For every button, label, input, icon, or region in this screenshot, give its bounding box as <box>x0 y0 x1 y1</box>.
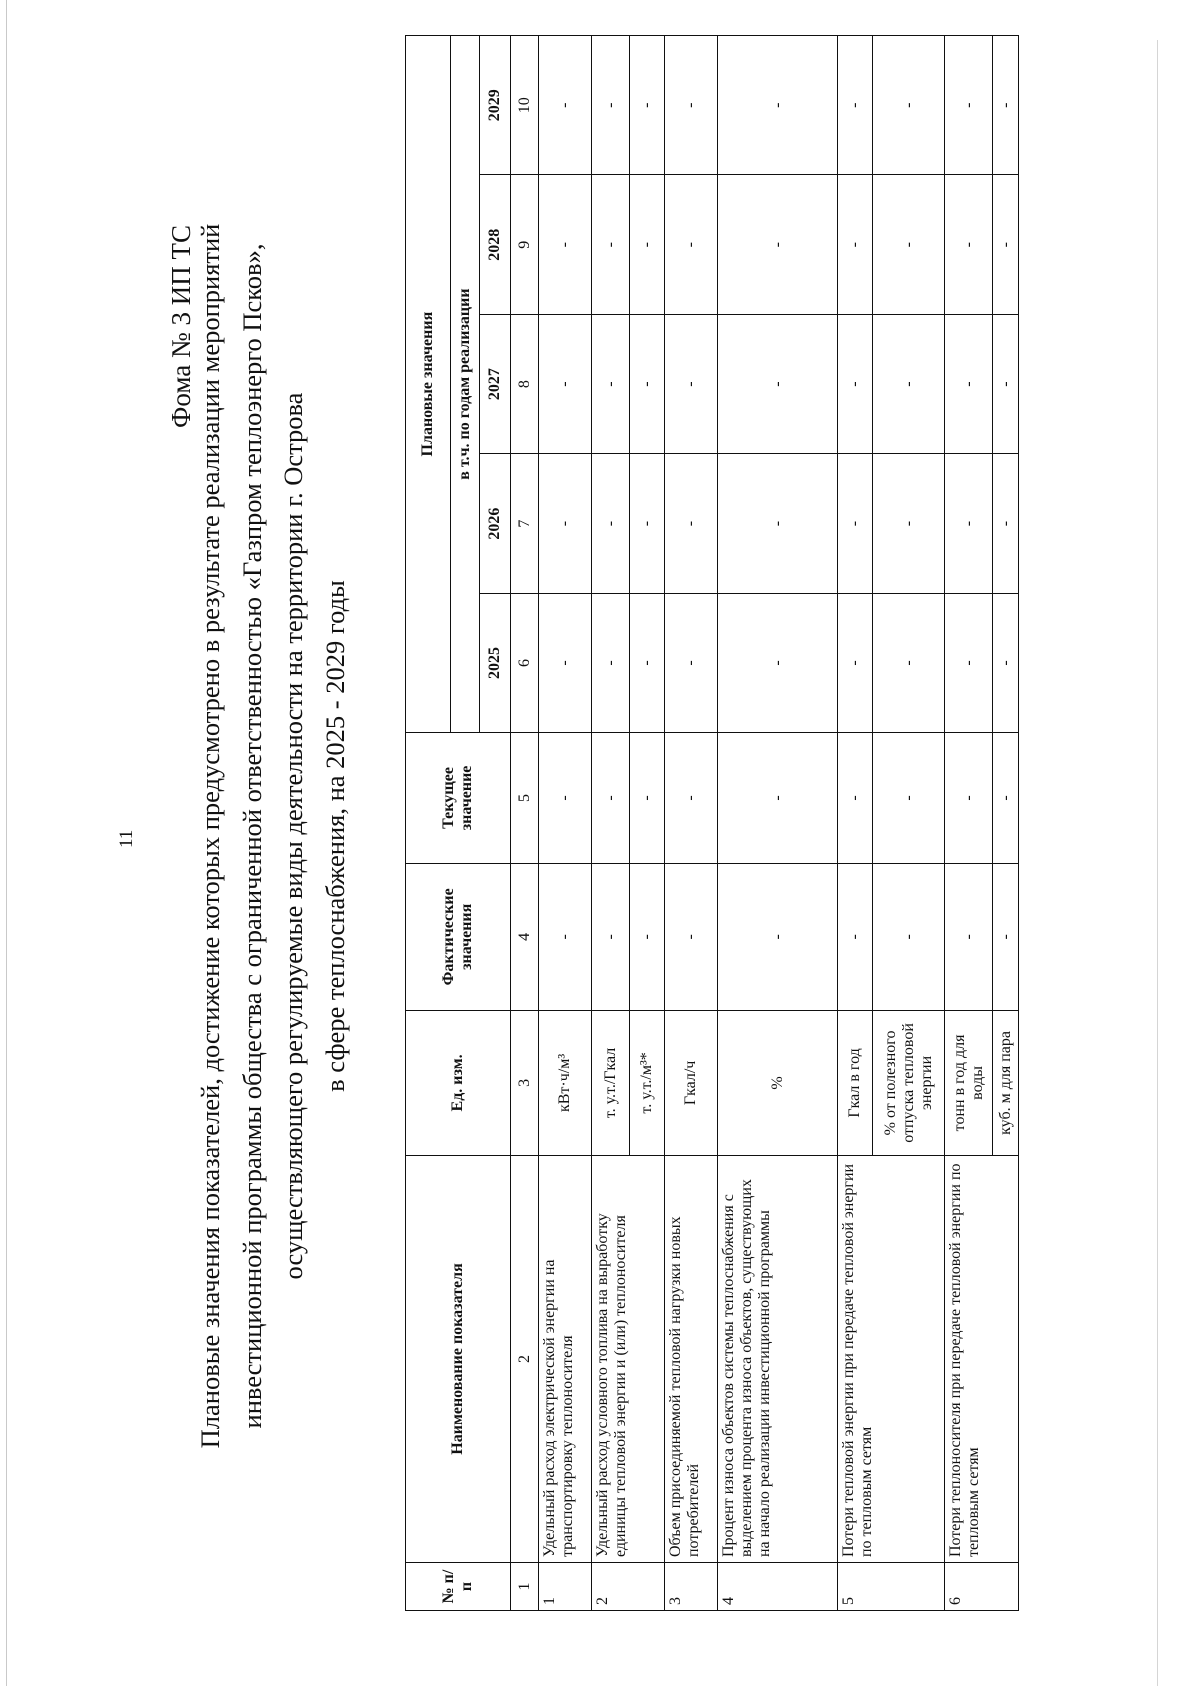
title-line: осуществляющего регулируемые виды деятельности на территории г. Острова <box>278 392 308 1280</box>
title-line: инвестиционной программы общества с ограниченной ответственностью «Газпром теплоэнерго Псков», <box>236 243 267 1429</box>
row-unit: % <box>718 1010 838 1155</box>
title-line: в сфере теплоснабжения, на 2025 - 2029 годы <box>319 580 350 1092</box>
title-line: Плановые значения показателей, достижение которых предусмотрено в результате реализации мероприятий <box>195 223 225 1449</box>
value-cell: - <box>838 863 873 1010</box>
value-cell: - <box>718 175 838 314</box>
row-num: 4 <box>718 1563 838 1611</box>
form-label: Фома № 3 ИП ТС <box>166 225 196 428</box>
value-cell: - <box>665 454 718 593</box>
header-year: 2025 <box>480 593 511 732</box>
header-year: 2027 <box>480 314 511 453</box>
row-unit: т. у.т./м³* <box>630 1010 665 1155</box>
column-number: 10 <box>511 36 539 176</box>
value-cell: - <box>873 593 945 732</box>
column-number: 8 <box>511 314 539 453</box>
page-number: 11 <box>116 829 137 848</box>
row-name: Процент износа объектов системы теплоснабжения с выделением процента износа объектов, существующих на начало реализации инвестиционной программы <box>718 1155 838 1562</box>
column-number: 4 <box>511 863 539 1010</box>
value-cell: - <box>630 36 665 176</box>
value-cell: - <box>665 175 718 314</box>
value-cell: - <box>539 454 592 593</box>
header-num: № п/п <box>406 1563 511 1611</box>
value-cell: - <box>665 36 718 176</box>
header-row <box>406 36 451 1611</box>
value-cell: - <box>838 314 873 453</box>
header-name: Наименование показателя <box>406 1155 511 1562</box>
table-row <box>718 36 838 1611</box>
header-current: Текущее значение <box>406 733 511 864</box>
row-unit: куб. м для пара <box>993 1010 1019 1155</box>
header-unit: Ед. изм. <box>406 1010 511 1155</box>
table-row <box>665 36 718 1611</box>
value-cell: - <box>630 175 665 314</box>
value-cell: - <box>838 175 873 314</box>
row-num: 3 <box>665 1563 718 1611</box>
column-number-row <box>511 36 539 1611</box>
column-number: 6 <box>511 593 539 732</box>
row-name: Удельный расход электрической энергии на транспортировку теплоносителя <box>539 1155 592 1562</box>
value-cell: - <box>718 593 838 732</box>
value-cell: - <box>718 454 838 593</box>
row-name: Объем присоединяемой тепловой нагрузки новых потребителей <box>665 1155 718 1562</box>
value-cell: - <box>838 454 873 593</box>
table-row <box>539 36 592 1611</box>
value-cell: - <box>945 733 993 864</box>
value-cell: - <box>630 454 665 593</box>
row-num: 2 <box>592 1563 665 1611</box>
value-cell: - <box>945 314 993 453</box>
value-cell: - <box>718 314 838 453</box>
table-row <box>838 36 873 1611</box>
value-cell: - <box>838 593 873 732</box>
value-cell: - <box>718 733 838 864</box>
row-name: Потери теплоносителя при передаче тепловой энергии по тепловым сетям <box>945 1155 1019 1562</box>
value-cell: - <box>665 733 718 864</box>
row-unit: кВт·ч/м³ <box>539 1010 592 1155</box>
header-actual: Фактические значения <box>406 863 511 1010</box>
value-cell: - <box>873 454 945 593</box>
header-by-years: в т.ч. по годам реализации <box>451 36 480 733</box>
row-unit: Гкал в год <box>838 1010 873 1155</box>
column-number: 7 <box>511 454 539 593</box>
value-cell: - <box>592 733 630 864</box>
value-cell: - <box>592 175 630 314</box>
value-cell: - <box>539 314 592 453</box>
column-number: 1 <box>511 1563 539 1611</box>
value-cell: - <box>539 863 592 1010</box>
value-cell: - <box>993 454 1019 593</box>
value-cell: - <box>945 593 993 732</box>
value-cell: - <box>630 314 665 453</box>
row-unit: т. у.т./Гкал <box>592 1010 630 1155</box>
indicators-table <box>405 35 1019 1611</box>
value-cell: - <box>630 733 665 864</box>
value-cell: - <box>718 863 838 1010</box>
column-number: 2 <box>511 1155 539 1562</box>
value-cell: - <box>838 733 873 864</box>
row-name: Удельный расход условного топлива на выработку единицы тепловой энергии и (или) теплоносителя <box>592 1155 665 1562</box>
column-number: 9 <box>511 175 539 314</box>
value-cell: - <box>873 733 945 864</box>
value-cell: - <box>665 593 718 732</box>
row-unit: Гкал/ч <box>665 1010 718 1155</box>
document-title <box>190 146 356 1526</box>
value-cell: - <box>539 175 592 314</box>
row-name: Потери тепловой энергии при передаче тепловой энергии по тепловым сетям <box>838 1155 945 1562</box>
value-cell: - <box>945 36 993 176</box>
value-cell: - <box>993 593 1019 732</box>
value-cell: - <box>665 314 718 453</box>
value-cell: - <box>665 863 718 1010</box>
value-cell: - <box>592 593 630 732</box>
value-cell: - <box>945 454 993 593</box>
value-cell: - <box>630 863 665 1010</box>
row-num: 1 <box>539 1563 592 1611</box>
table-row <box>945 36 993 1611</box>
value-cell: - <box>539 36 592 176</box>
value-cell: - <box>592 314 630 453</box>
row-num: 6 <box>945 1563 1019 1611</box>
header-year: 2028 <box>480 175 511 314</box>
row-unit: % от полезного отпуска тепловой энергии <box>873 1010 945 1155</box>
row-unit: тонн в год для воды <box>945 1010 993 1155</box>
value-cell: - <box>993 863 1019 1010</box>
column-number: 3 <box>511 1010 539 1155</box>
value-cell: - <box>873 314 945 453</box>
value-cell: - <box>539 733 592 864</box>
value-cell: - <box>993 733 1019 864</box>
column-number: 5 <box>511 733 539 864</box>
value-cell: - <box>838 36 873 176</box>
value-cell: - <box>993 175 1019 314</box>
value-cell: - <box>993 314 1019 453</box>
value-cell: - <box>539 593 592 732</box>
value-cell: - <box>630 593 665 732</box>
value-cell: - <box>873 36 945 176</box>
value-cell: - <box>873 175 945 314</box>
table-row <box>592 36 630 1611</box>
header-planned: Плановые значения <box>406 36 451 733</box>
value-cell: - <box>592 863 630 1010</box>
value-cell: - <box>945 863 993 1010</box>
value-cell: - <box>993 36 1019 176</box>
value-cell: - <box>945 175 993 314</box>
value-cell: - <box>592 36 630 176</box>
header-year: 2026 <box>480 454 511 593</box>
value-cell: - <box>592 454 630 593</box>
header-year: 2029 <box>480 36 511 176</box>
value-cell: - <box>873 863 945 1010</box>
value-cell: - <box>718 36 838 176</box>
row-num: 5 <box>838 1563 945 1611</box>
